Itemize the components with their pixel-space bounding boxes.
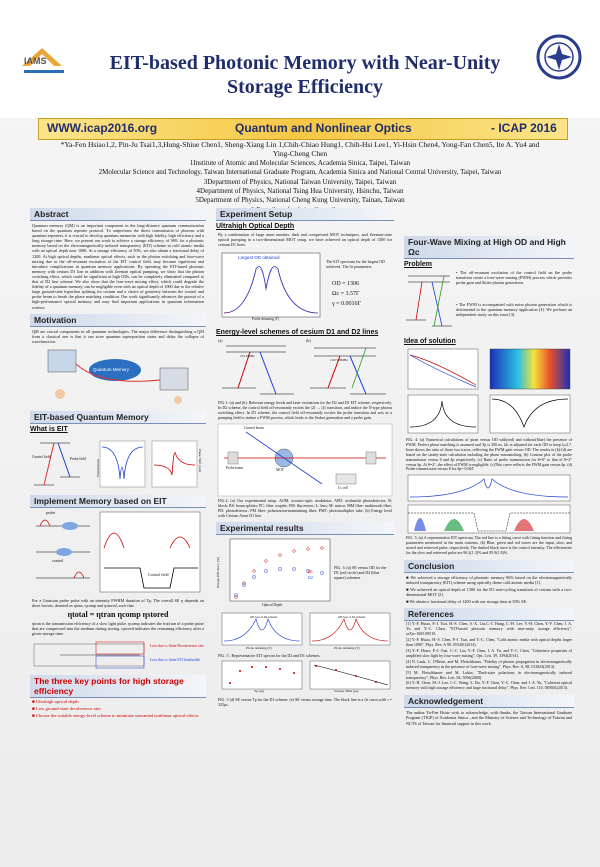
eit-spectra-figure bbox=[216, 611, 394, 653]
fwm-problem-subheading: Problem bbox=[404, 261, 433, 268]
level-label-b: (b) bbox=[306, 338, 311, 344]
poster-header bbox=[0, 0, 600, 118]
transmission-axis-label: Transmission bbox=[96, 458, 100, 478]
control-field-label: Control field bbox=[32, 454, 51, 459]
reference-4: [4] N. Lauk, C. O'Brien, and M. Fleischhauer, "Fidelity of photon propagation in electromagnetically induced transparency in the presence of four-wave mixing", Phys. Rev. A, 88, 013823(2013). bbox=[406, 658, 572, 669]
implement-text-2: ηtran is the transmission efficiency of a slow light pulse. ηcomp indicates the fraction of a probe pulse that are compressed into the medium during storing. ηstored indicates the remaining efficiency after a given storage time. bbox=[32, 621, 204, 637]
motivation-text: QM are crucial components in all quantum technologies. The major difference distinguishing a QM from a classical one is that it can store quantum superposition states and delay the collapse of wavefunction. bbox=[32, 328, 204, 344]
affiliation-2: 2Molecular Science and Technology, Taiwan International Graduate Program, Academia Sinica and National Central University, Taipei, Taiwan bbox=[98, 168, 502, 177]
phase-axis-label: Phase Shift (rad) bbox=[198, 448, 202, 472]
eit-storage-figure bbox=[404, 473, 574, 535]
abstract-text: Quantum memory (QM) is an important component in the long-distance quantum communication based on the quantum repeater protocol. To outperform the direct transmission of photons with quantum repeaters, it is crucial to develop quantum memories with high fidelity, high efficiency and a long storage time. Here, we present our work to achieve a storage efficiency of 96% for a photonic memory based on the electromagnetically induced transparency (EIT) scheme in cold atomic media with an optical depth near 1000. At a storage efficiency of 50%, we also obtain a fractional delay of 1200. At high optical depths, nonlinear optical effects, such as the photon switching and four-wave mixing due to the off-resonant excitation of the EIT control field, may become significant and introduce complications in quantum memory applications. By operating the EIT-based photonic memory with cesium D1 line in addition with Zeeman optical pumping, we show that the photon switching effect, which could be significant at high ODs, can be completely eliminated compared to that of D2 line scheme. We also show that the four-wave mixing effect, which could degrade the fidelity of a quantum memory, can be negligible even with an optical depth of 1000 due to the relative large ground-state hyperfine splitting for cesium and a choice of geometry between the control and probe beam to break the phase matching condition. Our work significantly advances the pursuit of a high-performance optical memory and may find important applications in quantum information science. bbox=[32, 223, 204, 310]
fwm-bullet-2-text: The FWM is accompanied with noise photon generation which is detrimental to the quantum memory application [4]. We perform an independent study on this issue [3]. bbox=[456, 302, 573, 318]
implement-diagram bbox=[30, 508, 206, 596]
fig3-caption: FIG. 3: (a) SE versus OD for the D1 (red circle) and D2 (blue square) schemes bbox=[334, 564, 387, 580]
poster-title-line1: EIT-based Photonic Memory with Near-Unity bbox=[109, 52, 501, 74]
setup-schematic bbox=[216, 422, 394, 498]
academia-sinica-seal bbox=[536, 34, 582, 80]
eit-subheading: What is EIT bbox=[30, 425, 68, 433]
fig2-caption: FIG.2: (a) Our experimental setup. AOM: acousto-optic modulator; APD: avalanche photodetector; B: block; BS: beam splitter; PC: fiber coupler; FM: flip mirror; L: lens; M: mirror; MM fiber: multimode fiber; PD: photodetector; PM fiber: polarization-maintaining fiber; PMT: photomultiplier tube. (b) Energy level with Cesium Atom D1 line. bbox=[218, 497, 392, 518]
probe-label: probe bbox=[46, 509, 56, 515]
reference-2: [2] Y.-F. Hsiao, H.-S. Chen, P.-J. Tsai, and Y.-C. Chen, "Cold atomic media with optical depths larger than 1000", Phys. Rev. A 90, 055401(2014). bbox=[406, 637, 572, 648]
keypoint-2-text: Low ground-state decoherence rate bbox=[35, 706, 101, 712]
gamma-value: γ = 0.0016Γ bbox=[332, 301, 362, 308]
d2-splitting: 251.0MHz bbox=[240, 354, 255, 359]
od-plot-title: Largest OD obtained bbox=[238, 255, 280, 261]
reference-3: [3] Y.-F. Hsiao, P.-J. Tsai, C.-C. Lin, Y.-F. Chen, I. A. Yu, and Y.-C. Chen, "Coherence properties of amplified slow light by four-wave mixing", Opt. Lett. 39, 3394(2014). bbox=[406, 647, 572, 658]
mot-label: MOT bbox=[276, 467, 284, 472]
fwm-problem bbox=[404, 270, 574, 336]
eit-diagram bbox=[30, 435, 206, 493]
energy-level-figure bbox=[216, 338, 394, 400]
affiliation-5: 5Department of Physics, National Cheng Kung University, Tainan, Taiwan bbox=[195, 196, 405, 205]
fig5-fwm-caption: FIG. 5: (a) A representative EIT spectrum. The red line is a fitting curve with fitting function and fitting parameters mentioned in the main contents. (b) Blue, green and red traces are the input, slow, and stored and retrieved pulse, respectively. The dashed black trace is the control intensity. The efficiencies for the slow and retrieved pulse are 96.2(1.3)% and 95.9(1.8)%. bbox=[406, 535, 572, 556]
panel-b-xlabel: Probe detuning (Γ) bbox=[246, 645, 272, 650]
reference-1: [1] Y.-F. Hsiao, P.-J. Tsai, H.-S. Chen, S.-X. Lin,C.-C Hung, C.-H. Lee, Y.-H. Chen, Y.-F. Chen, I. A. Yu and Y.-C. Chen, "EIT-based photonic memory with near-unity storage efficiency", arXiv:1605.08519. bbox=[406, 621, 572, 637]
legend-d2: D2 bbox=[308, 574, 313, 580]
references-heading: References bbox=[404, 608, 574, 621]
conclusion-item-2-text: We achieved an optical depth of 1300 for the D1 non-cycling transition of cesium with a two-dimensional MOT [2]. bbox=[406, 587, 572, 598]
reference-5: [5] M. Fleischhauer and M. Lukin, "Dark-state polaritons in electromagnetically induced transparency", Phys. Rev. Lett. 84, 5094(2000). bbox=[406, 669, 572, 680]
keypoint-2: ■ Low ground-state decoherence rate bbox=[32, 706, 101, 712]
quantum-memory-label: Quantum Memory bbox=[93, 366, 130, 372]
abstract-heading: Abstract bbox=[30, 208, 206, 221]
keypoint-3-text: Choose the suitable energy-level scheme to minimize unwanted nonlinear optical effects bbox=[35, 713, 199, 719]
tp-axis-label: Tp (μs) bbox=[254, 689, 265, 694]
motivation-diagram bbox=[30, 346, 206, 408]
fwm-heading: Four-Wave Mixing at High OD and High Ωc bbox=[404, 236, 574, 259]
fwm-bullet-2: • The FWM is accompanied with noise photon generation which is detrimental to the quantum memory application [4]. We perform an independent study on this issue [3]. bbox=[456, 302, 573, 318]
fwm-bullet-1: • The off-resonant excitation of the control field on the probe transition create a four-wave mixing (FWM) process which provides probe gain and Stoke photon generation. bbox=[456, 270, 572, 286]
energy-levels-subheading: Energy-level schemes of cesium D1 and D2 lines bbox=[216, 329, 379, 337]
od-spectrum-figure bbox=[216, 249, 394, 327]
control-beam-label: Control beam bbox=[244, 425, 264, 430]
decoherence-loss-note: Loss due to finite Decoherence rate bbox=[150, 644, 204, 649]
keypoints-heading: The three key points for high storage efficiency bbox=[30, 675, 206, 698]
probe-field-label: Probe field bbox=[70, 456, 86, 461]
poster-title-line2: Storage Efficiency bbox=[226, 76, 384, 98]
keypoint-3: ■ Choose the suitable energy-level scheme to minimize unwanted nonlinear optical effects bbox=[32, 713, 199, 719]
affiliation-4: 4Department of Physics, National Tsing Hua University, Hsinchu, Taiwan bbox=[196, 187, 404, 196]
control-label: control bbox=[52, 557, 64, 563]
fwm-bullet-1-text: The off-resonant excitation of the control field on the probe transition create a four-wave mixing (FWM) process which provides probe gain and Stoke photon generation. bbox=[456, 270, 572, 286]
motivation-heading: Motivation bbox=[30, 314, 206, 327]
middle-column bbox=[216, 208, 394, 709]
conclusion-item-1: ■ We achieved a storage efficiency of photonic memory 96% based on the electromagnetically induced transparency (EIT) scheme using optically dense cold atomic media [1]. bbox=[406, 574, 572, 586]
fig4-caption: FIG. 4: (a) Numerical calculations of ηtran versus OD with(red) and without(blue) the presence of FWM. Perfect phase matching is assumed and Tp is 200 ns. Ωc is adjusted for each OD to keep ξ≥2.7. Inset shows the ratio of those two traces, reflecting the FWM gain versus OD. The results in (b)-(d) are based on the steady-state calculation including the phase mismatching. (b) Contour plot of the probe transmission versus θ and δp respectively. (c) Ratio of probe transmission for θ=0° to that of θ=2° versus δp. At θ=2°, the effect of FWM is negligible. (c)This curve reflects the FWM gain versus δp. (d) Probe transmission versus θ for δp= 0.04Γ. bbox=[406, 437, 572, 472]
affiliation-3: 3Department of Physics, National Taiwan University, Taipei, Taiwan bbox=[203, 177, 397, 186]
left-column bbox=[30, 208, 206, 720]
eit-fit-note: The EIT spectrum for the largest OD achieved. The fit parameters bbox=[326, 259, 385, 270]
acknowledgement-text: The author Ya-Fen Hsiao wish to acknowledge, with thanks, the Taiwan International Graduate Program (TIGP) of Academia Sinica , and the Ministry of Science and Technology of Taiwan and NCTS of Taiwan for financial support in this work. bbox=[406, 710, 572, 726]
conclusion-item-3: ■ We obtain a fractional delay of 1200 with our storage time at 50% SE. bbox=[406, 599, 528, 605]
website-link[interactable]: WWW.icap2016.org bbox=[47, 121, 158, 135]
legend-d1: D1 bbox=[308, 568, 313, 574]
reference-6: [6] Y.-H. Chen, M.-J. Lee, I.-C. Wang, S. Du, Y.-F. Chen, Y.-C. Chen, and I. A. Yu, "Coherent optical memory with high storage efficiency and large fractional delay", Phys. Rev. Lett. 110, 083601(2013). bbox=[406, 680, 572, 691]
keypoint-1-text: Ultrahigh optical depth bbox=[35, 699, 79, 705]
d1-splitting: 1167.68MHz bbox=[330, 358, 348, 363]
efficiency-equation bbox=[30, 638, 206, 672]
results-heading: Experimental results bbox=[216, 522, 394, 535]
conclusion-heading: Conclusion bbox=[404, 560, 574, 573]
od-plot-xlabel: Probe detuning (Γ) bbox=[252, 317, 280, 322]
od-value: OD = 1306 bbox=[332, 281, 360, 288]
author-names: *Ya-Fen Hsiao1,2, Pin-Ju Tsai1,3,Hung-Shiue Chen1, Sheng-Xiang Lin 1,Chih-Chiao Hung1, Chih-Hsi Lee1, Yi-Hsin Chen4, Yong-Fan Chen5, Ite A. Yu4 and bbox=[60, 140, 540, 149]
affiliation-1: 1Institute of Atomic and Molecular Sciences, Academia Sinica, Taipei, Taiwan bbox=[189, 158, 411, 167]
right-column bbox=[404, 236, 574, 728]
od-axis-label: Optical Depth bbox=[262, 602, 283, 607]
efficiency-formula: ηtotal = ηtran ηcomp ηstored bbox=[67, 610, 169, 620]
conference-name: - ICAP 2016 bbox=[491, 121, 557, 135]
acknowledgement-heading: Acknowledgement bbox=[404, 695, 574, 708]
se-vs-tp-figure bbox=[216, 659, 394, 697]
setup-heading: Experiment Setup bbox=[216, 208, 394, 221]
cs-cell-label: Cs cell bbox=[338, 485, 348, 490]
conclusion-item-1-text: We achieved a storage efficiency of photonic memory 96% based on the electromagnetically induced transparency (EIT) scheme using optically dense cold atomic media [1]. bbox=[406, 574, 572, 586]
solution-subheading: Idea of solution bbox=[404, 338, 456, 345]
conference-bar bbox=[38, 118, 568, 140]
storage-time-axis-label: Storage Time (μs) bbox=[334, 689, 359, 694]
author-block bbox=[30, 140, 570, 215]
author-names-2: Ying-Cheng Chen bbox=[272, 149, 328, 159]
fwm-solution-figure bbox=[404, 347, 574, 437]
control-field-trace-label: Control field bbox=[148, 571, 169, 577]
panel-c-xlabel: Probe detuning (Γ) bbox=[334, 645, 360, 650]
optical-depth-subheading: Ultrahigh Optical Depth bbox=[216, 223, 295, 230]
iams-logo bbox=[20, 44, 78, 88]
level-label-a: (a) bbox=[218, 338, 223, 344]
omega-value: Ωc = 3.57Γ bbox=[332, 291, 360, 298]
implement-text-1: For a Gaussian probe pulse with an intensity FWHM duration of Tp, The overall SE η depends on three factors, denoted as ηtran, ηcomp and ηstored, such that bbox=[32, 597, 204, 608]
session-name: Quantum and Nonlinear Optics bbox=[235, 121, 412, 135]
probe-beam-label: Probe beam bbox=[226, 465, 244, 470]
panel-b-label: OD loss of D2 scheme bbox=[250, 614, 278, 619]
conclusion-item-2: ■ We achieved an optical depth of 1300 for the D1 non-cycling transition of cesium with a two-dimensional MOT [2]. bbox=[406, 587, 572, 598]
bandwidth-loss-note: Loss due to finite EIT bandwidth bbox=[150, 658, 201, 663]
fig5-results-caption: FIG. 5 : Representative EIT spectra for the D2 and D1 schemes. bbox=[218, 652, 321, 658]
fig-d-caption: FIG. 3 (d) SE versus Tp for the D1 scheme. (e) SE versus storage time. The black line is a fit curve,with τ = 325μs. bbox=[218, 697, 392, 708]
eit-heading: EIT-based Quantum Memory bbox=[30, 411, 206, 424]
se-axis-label: Storage Efficiency (%) bbox=[216, 556, 220, 588]
se-vs-od-figure bbox=[216, 535, 394, 611]
implement-heading: Implement Memory based on EIT bbox=[30, 495, 206, 508]
panel-c-label: OD loss of D1 scheme bbox=[338, 614, 366, 619]
conclusion-item-3-text: We obtain a fractional delay of 1200 with our storage time at 50% SE. bbox=[409, 599, 528, 605]
keypoint-1: ■ Ultrahigh optical depth bbox=[32, 699, 79, 705]
fig1-caption: FIG.1: (a) and (b): Relevant energy levels and laser excitations for the D2 and D1 EIT scheme, respectively. In D2 scheme, the control field off-resonantly excites the |2⟩ → |4⟩ transition, and induce the N-type photon switching effect. In D1 scheme, the control field off-resonantly excites the probe transition and acts as a pumping field to induce a FWM process, which leads to the Stokes generation and a probe gain. bbox=[218, 400, 392, 420]
setup-text: By a combination of large atom number, dark and compressed MOT techniques, and Zeeman-state optical pumping in a two-dimensional MOT setup, we have achieved an optical depth of 1300 for cesium D1 lines. bbox=[218, 232, 392, 248]
logo-text: IAMS bbox=[24, 56, 47, 66]
